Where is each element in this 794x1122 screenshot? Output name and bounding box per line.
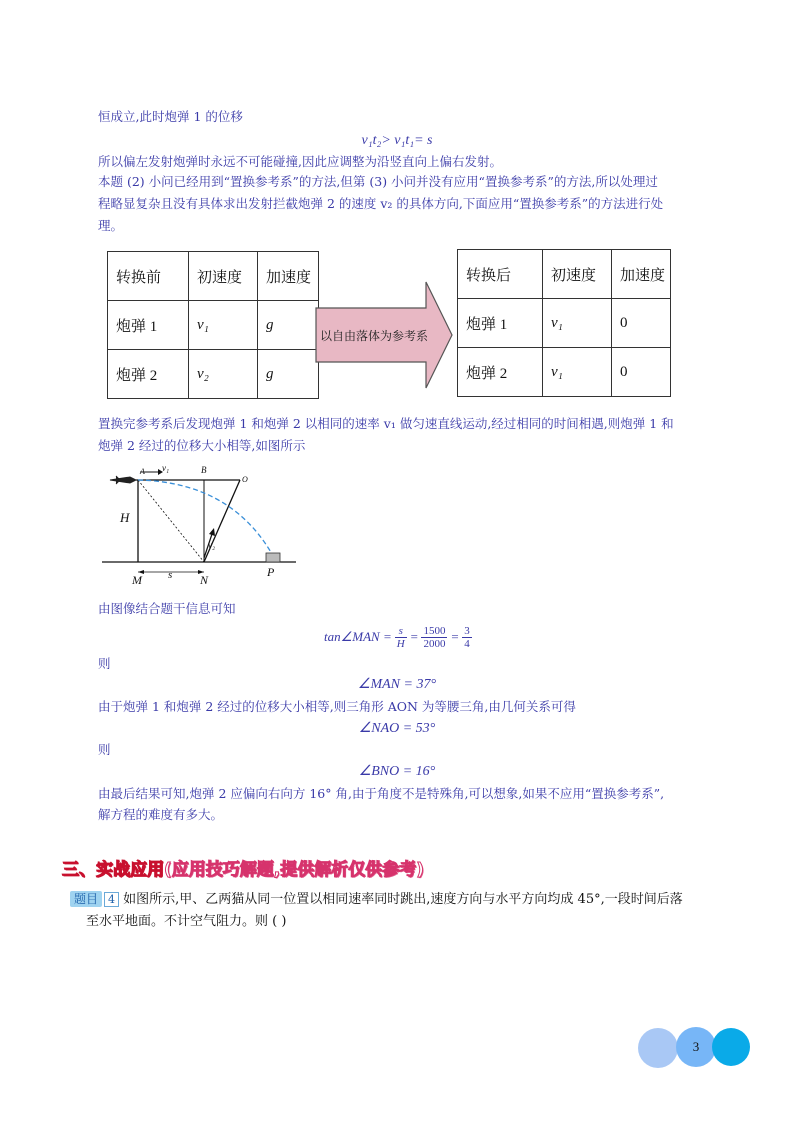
section-heading: [62, 855, 424, 880]
text-line: 所以偏左发射炮弹时永远不可能碰撞,因此应调整为沿竖直向上偏右发射。: [98, 154, 502, 169]
question-line1: [70, 890, 683, 909]
table-row: [108, 350, 319, 399]
page-number: 3: [676, 1027, 716, 1067]
table-cell: 加速度: [258, 252, 319, 301]
label-v1: v₁: [162, 463, 170, 473]
table-row: [458, 250, 671, 299]
table-cell: 转换前: [108, 252, 189, 301]
text-line: 理。: [98, 218, 124, 233]
label-N: N: [200, 573, 209, 587]
label-H: H: [120, 510, 130, 525]
aircraft-icon: [110, 476, 136, 484]
text-line: 炮弹 2 经过的位移大小相等,如图所示: [98, 438, 306, 453]
numerator: 3: [464, 624, 470, 637]
denominator: H: [396, 637, 405, 650]
question-number: 4: [104, 892, 119, 907]
text-line: 则: [98, 742, 111, 757]
equation-tan: tan∠MAN = $\frac{s}{H}$ = $\frac{1500}{2000}$ = $\frac{3}{4}$: [324, 624, 470, 650]
equation-BNO: ∠BNO = 16°: [358, 764, 436, 779]
text-line: 置换完参考系后发现炮弹 1 和炮弹 2 以相同的速率 v₁ 做匀速直线运动,经过相同的时间相遇,则炮弹 1 和: [98, 416, 674, 431]
table-cell: 0: [612, 299, 671, 348]
question-line2: 至水平地面。不计空气阻力。则 ( ): [86, 914, 287, 929]
label-s: s: [168, 569, 173, 581]
geometry-diagram: [100, 462, 300, 590]
table-row: [108, 252, 319, 301]
section-title-main: 三、实战应用: [62, 860, 164, 880]
label-A: A: [140, 467, 145, 476]
label-v2: v₂: [208, 540, 216, 550]
table-cell: 炮弹 1: [108, 301, 189, 350]
numerator: s: [398, 624, 403, 637]
section-title-sub: (应用技巧解题,提供解析仅供参考): [164, 860, 424, 880]
table-cell: v₁: [543, 348, 612, 397]
equation-MAN: ∠MAN = 37°: [357, 677, 437, 692]
text-line: 由图像结合题干信息可知: [98, 601, 236, 616]
fraction: [462, 625, 472, 650]
table-cell: 加速度: [612, 250, 671, 299]
label-B: B: [201, 465, 207, 475]
table-cell: 转换后: [458, 250, 543, 299]
label-P: P: [267, 565, 275, 579]
denominator: 2000: [423, 637, 446, 650]
table-cell: 炮弹 2: [108, 350, 189, 399]
line-AN: [138, 480, 204, 562]
table-cell: g: [258, 350, 319, 399]
equation-displacement: v₁t₂> v₁t₁= s: [361, 133, 433, 148]
table-row: [458, 299, 671, 348]
fraction: [395, 625, 407, 650]
table-after-transform: [457, 249, 671, 397]
denominator: 4: [464, 637, 470, 650]
text-line: 则: [98, 656, 111, 671]
table-before-transform: [107, 251, 319, 399]
table-cell: g: [258, 301, 319, 350]
text-line: 程略显复杂且没有具体求出发射拦截炮弹 2 的速度 v₂ 的具体方向,下面应用“置换参考系”的方法进行处: [98, 196, 664, 211]
table-cell: 炮弹 2: [458, 348, 543, 397]
table-row: [458, 348, 671, 397]
table-cell: 炮弹 1: [458, 299, 543, 348]
table-cell: v₂: [189, 350, 258, 399]
numerator: 1500: [423, 624, 446, 637]
table-cell: v₁: [189, 301, 258, 350]
fraction: [421, 625, 447, 650]
table-cell: 初速度: [543, 250, 612, 299]
text-line: 恒成立,此时炮弹 1 的位移: [98, 109, 243, 124]
text-line: 解方程的难度有多大。: [98, 807, 224, 822]
table-cell: v₁: [543, 299, 612, 348]
transform-arrow: [314, 280, 454, 390]
question-text: 如图所示,甲、乙两猫从同一位置以相同速率同时跳出,速度方向与水平方向均成 45°,一段时间后落: [123, 892, 683, 907]
label-O: O: [242, 475, 248, 484]
table-row: [108, 301, 319, 350]
table-cell: 0: [612, 348, 671, 397]
trajectory-curve: [138, 480, 272, 554]
text-line: 本题 (2) 小问已经用到“置换参考系”的方法,但第 (3) 小问并没有应用“置换参考系”的方法,所以处理过: [98, 174, 658, 189]
question-tag: 题目: [70, 891, 102, 907]
page-circle-decoration: [712, 1028, 750, 1066]
label-M: M: [132, 573, 142, 587]
equation-NAO: ∠NAO = 53°: [358, 721, 436, 736]
table-cell: 初速度: [189, 252, 258, 301]
text-line: 由于炮弹 1 和炮弹 2 经过的位移大小相等,则三角形 AON 为等腰三角,由几何关系可得: [98, 699, 576, 714]
text-line: 由最后结果可知,炮弹 2 应偏向右向方 16° 角,由于角度不是特殊角,可以想象,如果不应用“置换参考系”,: [98, 786, 665, 801]
target-box-P: [266, 553, 280, 562]
page-circle-decoration: [638, 1028, 678, 1068]
arrow-label: 以自由落体为参考系: [319, 329, 429, 343]
eq-left: tan∠MAN =: [324, 629, 392, 644]
